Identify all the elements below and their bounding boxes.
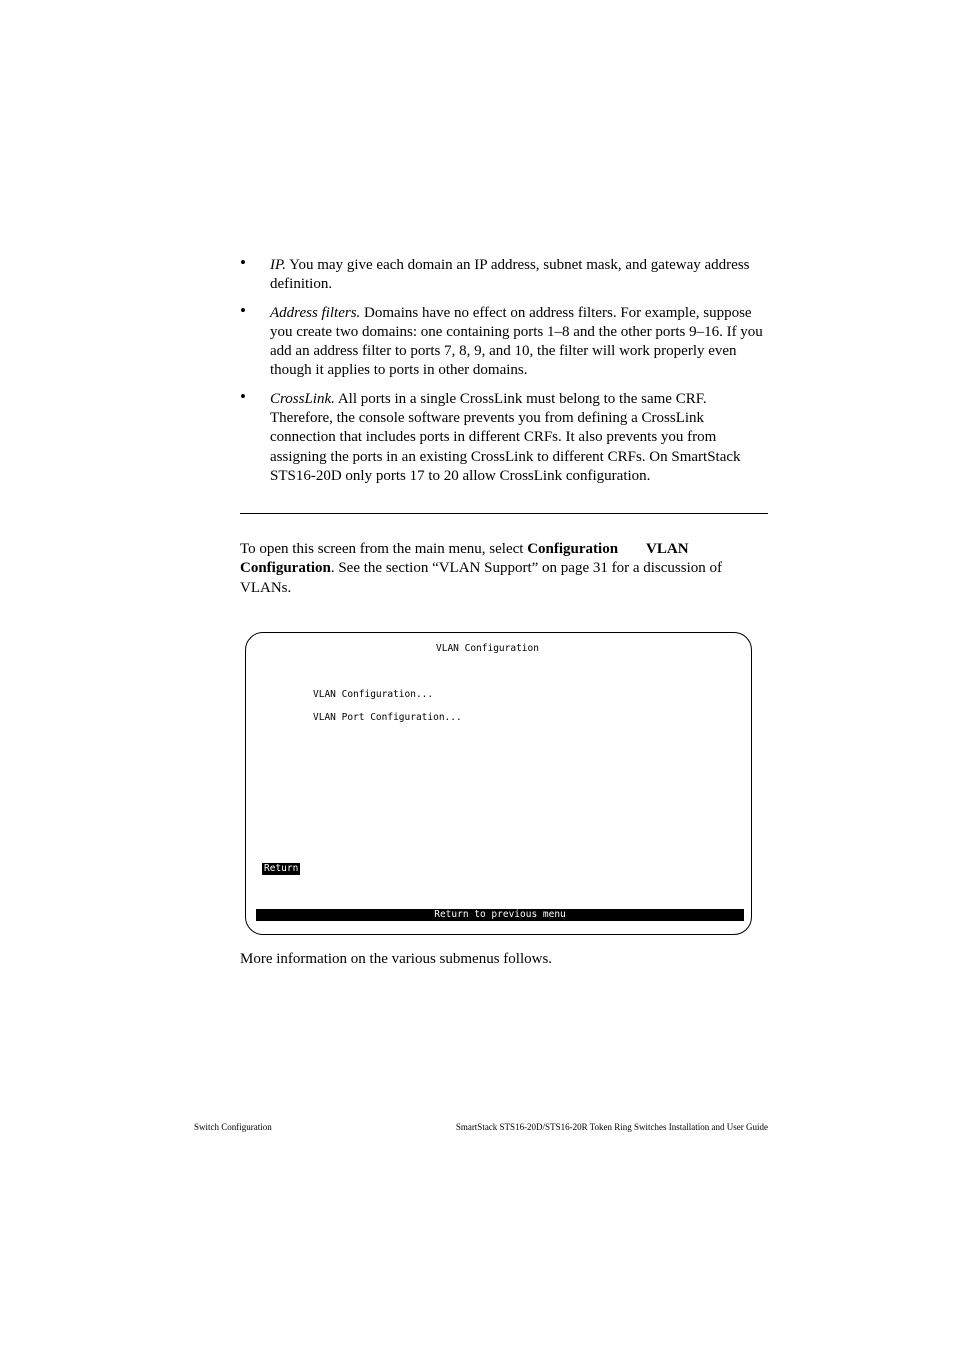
bullet-item-ip xyxy=(240,253,770,295)
footer-section-title: Switch Configuration xyxy=(194,1122,272,1132)
intro-post: . See the section “VLAN Support” on page 31 for a discussion of VLANs. xyxy=(240,560,723,596)
bullet-text: You may give each domain an IP address, subnet mask, and gateway address definition. xyxy=(270,257,750,293)
return-button[interactable]: Return xyxy=(264,863,299,874)
after-paragraph: More information on the various submenus follows. xyxy=(240,951,553,967)
console-screen xyxy=(245,632,752,935)
bullet-term: CrossLink. xyxy=(270,390,335,407)
bullet-icon: • xyxy=(240,300,246,320)
bullet-text: All ports in a single CrossLink must belong to the same CRF. Therefore, the console software prevents you from defining a CrossLink connection that includes ports in different CRFs. It also prevents you from assigning the ports in an existing CrossLink to different CRFs. On SmartStack STS16-20D only ports 17 to 20 allow CrossLink configuration. xyxy=(270,390,741,484)
section-divider xyxy=(240,513,768,514)
screen-title: VLAN Configuration xyxy=(436,643,539,654)
intro-paragraph xyxy=(240,540,770,598)
menu-item-vlan-port-configuration[interactable]: VLAN Port Configuration... xyxy=(313,712,462,723)
menu-item-vlan-configuration[interactable]: VLAN Configuration... xyxy=(313,689,434,700)
menu-path-vlan-configuration: VLAN Configuration xyxy=(240,541,689,577)
bullet-text: Domains have no effect on address filters. For example, suppose you create two domains: one containing ports 1–8 and the other ports 9–16. If you add an address filter to ports 7, 8, 9, and 10, the filter will work properly even though it applies to ports in other domains. xyxy=(270,304,763,379)
status-bar: Return to previous menu xyxy=(256,909,744,921)
bullet-term: IP. xyxy=(270,257,286,273)
intro-pre: To open this screen from the main menu, select xyxy=(240,541,528,557)
footer-book-title: SmartStack STS16-20D/STS16-20R Token Ring Switches Installation and User Guide xyxy=(455,1122,768,1132)
menu-path-configuration: Configuration xyxy=(527,541,619,557)
bullet-term: Address filters. xyxy=(270,304,361,321)
bullet-icon: • xyxy=(240,386,246,406)
bullet-item-address-filters xyxy=(240,300,770,381)
bullet-icon: • xyxy=(240,253,246,272)
bullet-list xyxy=(240,253,770,495)
bullet-item-crosslink xyxy=(240,386,770,486)
